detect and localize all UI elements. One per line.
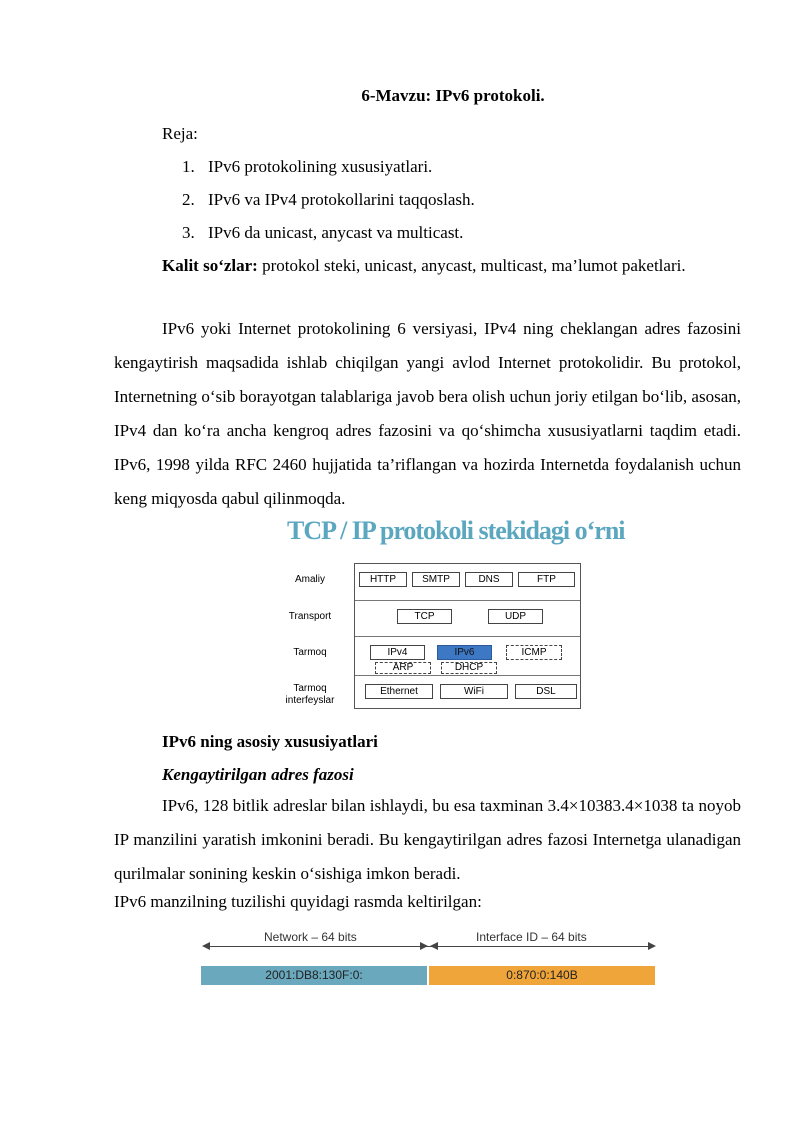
intro-paragraph: IPv6 yoki Internet protokolining 6 versiyasi, IPv4 ning cheklangan adres fazosini kengaytirish maqsadida ishlab chiqilgan yangi avlod Internet protokolidir. Bu protokol, Internetning o‘sib borayotgan talablariga javob bera olish uchun joriy etilgan bo‘lib, asosan, IPv4 dan ko‘ra ancha kengroq adres fazosini va qo‘shimcha xususiyatlarni taqdim etadi. IPv6, 1998 yilda RFC 2460 hujjatida ta’riflangan va hozirda Internetda foydalanish uchun keng miqyosda qabul qilinmoqda. xyxy=(114,319,741,508)
keywords-line xyxy=(162,255,686,277)
layer-label-transport: Transport xyxy=(288,611,332,622)
plan-item-1-text: IPv6 protokolining xususiyatlari. xyxy=(208,157,433,176)
network-prefix-value: 2001:DB8:130F:0: xyxy=(201,966,427,985)
protocol-smtp: SMTP xyxy=(412,572,460,587)
layer-label-network: Tarmoq xyxy=(293,647,327,658)
plan-item-3: 3. IPv6 da unicast, anycast va multicast. xyxy=(182,223,464,242)
stack-divider xyxy=(355,636,580,637)
bits-arrow-line xyxy=(206,946,652,947)
layer-label-link xyxy=(270,683,350,707)
interface-id-value: 0:870:0:140B xyxy=(429,966,655,985)
protocol-ftp: FTP xyxy=(518,572,575,587)
protocol-http: HTTP xyxy=(359,572,407,587)
protocol-ipv4: IPv4 xyxy=(370,645,425,660)
plan-item-2: 2. IPv6 va IPv4 protokollarini taqqoslash. xyxy=(182,190,475,209)
structure-sentence: IPv6 manzilning tuzilishi quyidagi rasmda keltirilgan: xyxy=(114,892,482,911)
protocol-dns: DNS xyxy=(465,572,513,587)
protocol-wifi: WiFi xyxy=(440,684,508,699)
layer-label-link-2: interfeyslar xyxy=(285,695,335,706)
plan-item-1: 1. IPv6 protokolining xususiyatlari. xyxy=(182,157,433,176)
keywords-label: Kalit so‘zlar: xyxy=(162,256,258,275)
protocol-stack xyxy=(354,563,581,709)
protocol-icmp: ICMP xyxy=(506,645,562,660)
protocol-ipv6: IPv6 xyxy=(437,645,492,660)
protocol-dsl: DSL xyxy=(515,684,577,699)
page-title: 6-Mavzu: IPv6 protokoli. xyxy=(361,86,545,105)
layer-label-application: Amaliy xyxy=(294,574,325,585)
subsection-heading: Kengaytirilgan adres fazosi xyxy=(162,765,354,784)
stack-divider xyxy=(355,675,580,676)
address-paragraph: IPv6, 128 bitlik adreslar bilan ishlaydi, bu esa taxminan 3.4×10383.4×1038 ta noyob IP manzilini yaratish imkonini beradi. Bu kengaytirilgan adres fazosi Internetga ulanadigan qurilmalar sonining keskin o‘sishiga imkon beradi. xyxy=(114,796,741,883)
keywords-text: protokol steki, unicast, anycast, multicast, ma’lumot paketlari. xyxy=(257,256,686,275)
protocol-udp: UDP xyxy=(488,609,543,624)
arrow-right-icon xyxy=(420,942,428,950)
plan-item-2-text: IPv6 va IPv4 protokollarini taqqoslash. xyxy=(208,190,475,209)
layer-label-link-1: Tarmoq xyxy=(293,683,327,694)
protocol-tcp: TCP xyxy=(397,609,452,624)
arrow-left-icon xyxy=(430,942,438,950)
plan-item-3-text: IPv6 da unicast, anycast va multicast. xyxy=(208,223,464,242)
network-bits-label: Network – 64 bits xyxy=(258,930,363,944)
stack-diagram-title: TCP / IP protokoli stekidagi o‘rni xyxy=(287,516,625,545)
arrow-left-icon xyxy=(202,942,210,950)
arrow-right-icon xyxy=(648,942,656,950)
section-heading: IPv6 ning asosiy xususiyatlari xyxy=(162,732,378,751)
protocol-dhcp: DHCP xyxy=(441,662,497,674)
stack-divider xyxy=(355,600,580,601)
protocol-ethernet: Ethernet xyxy=(365,684,433,699)
protocol-arp: ARP xyxy=(375,662,431,674)
plan-label: Reja: xyxy=(162,124,198,143)
interface-bits-label: Interface ID – 64 bits xyxy=(470,930,593,944)
